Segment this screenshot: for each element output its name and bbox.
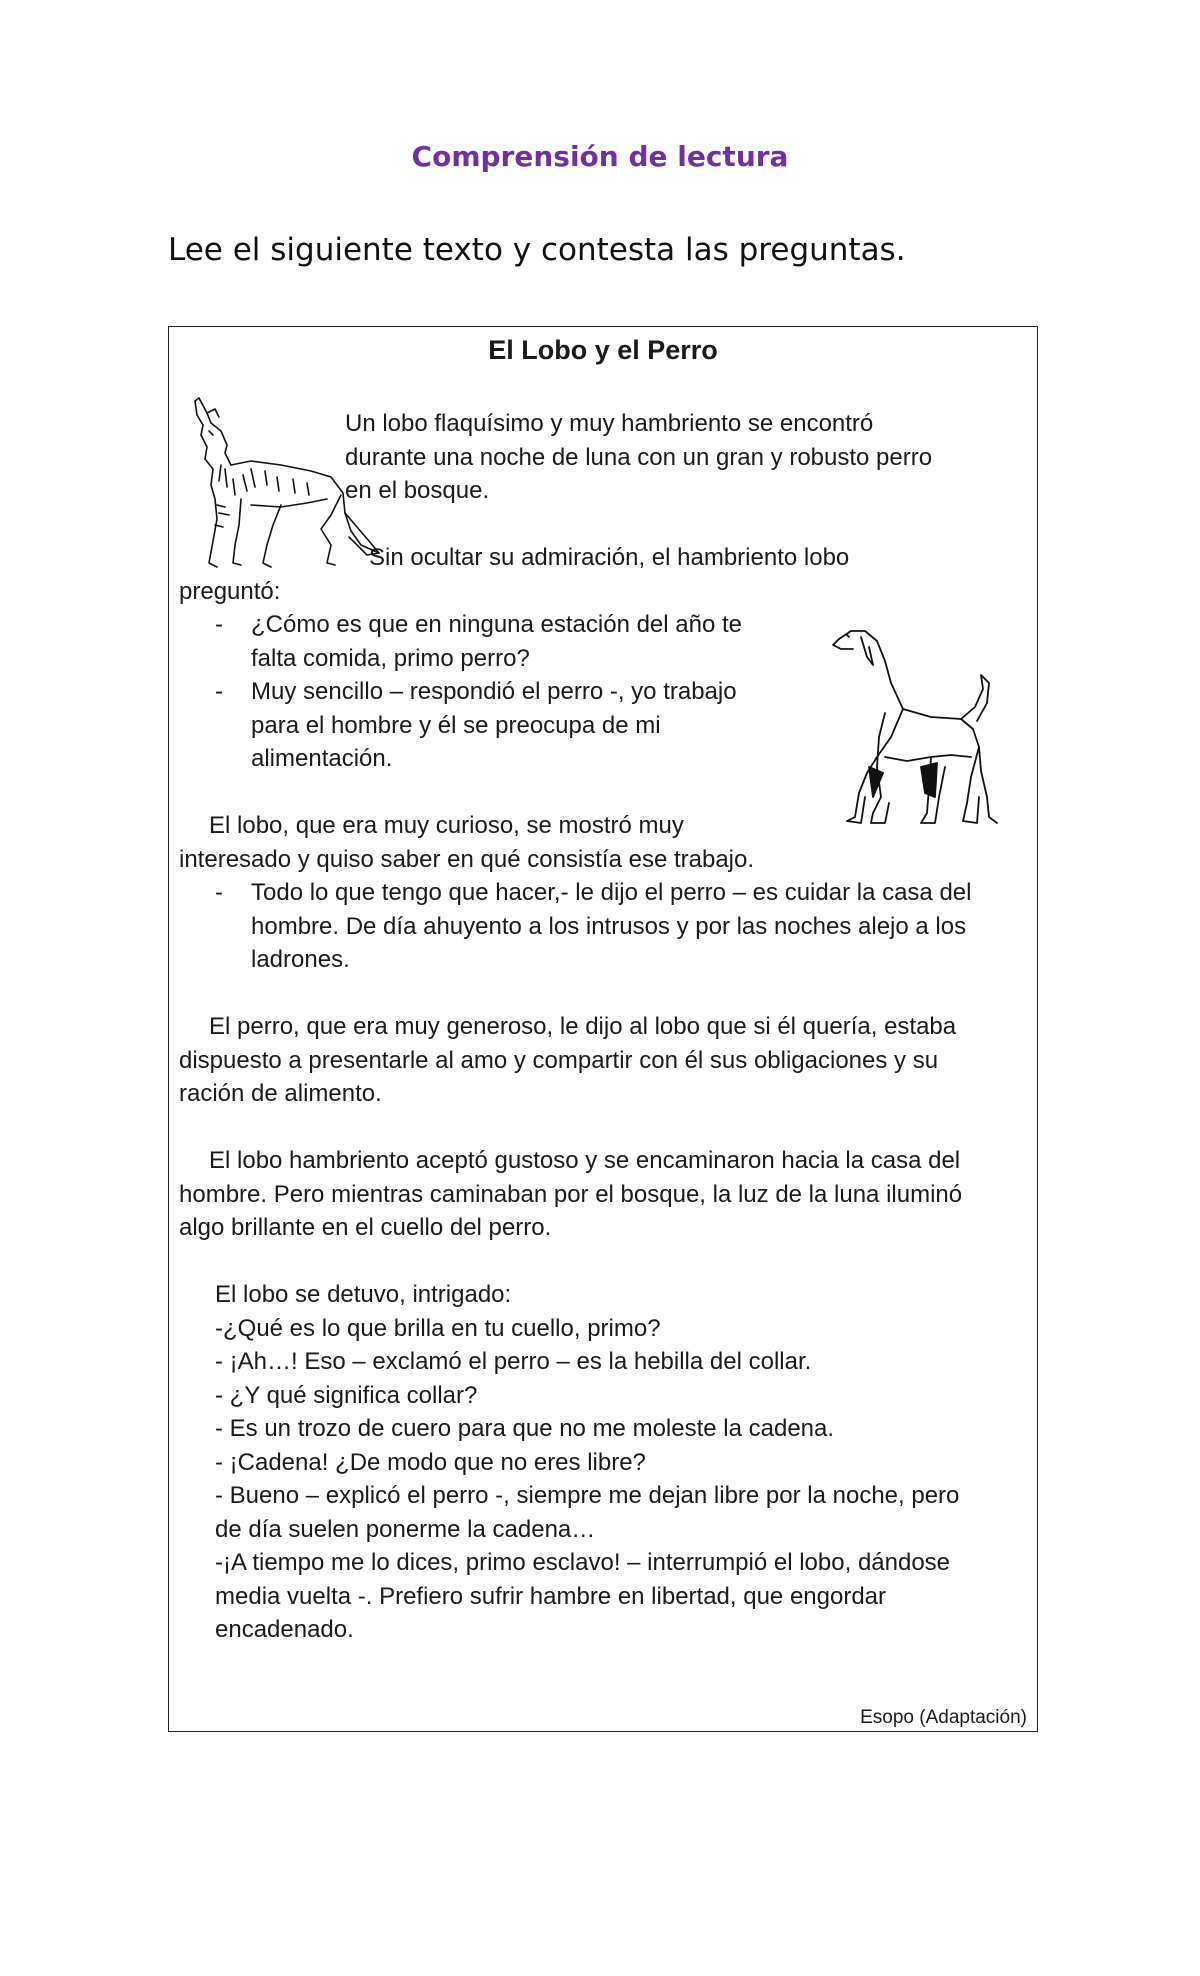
story-text-line: de día suelen ponerme la cadena… — [215, 1515, 596, 1543]
dialog-dash: - — [215, 879, 223, 906]
story-text-line: - Bueno – explicó el perro -, siempre me dejan libre por la noche, pero — [215, 1482, 960, 1509]
story-text-line: - Es un trozo de cuero para que no me moleste la cadena. — [215, 1415, 835, 1442]
story-text-line: en el bosque. — [345, 477, 490, 504]
story-text-line: Muy sencillo – respondió el perro -, yo trabajo — [251, 678, 737, 705]
story-text-line: Un lobo flaquísimo y muy hambriento se encontró — [345, 410, 874, 437]
story-text-line: falta comida, primo perro? — [251, 644, 530, 672]
story-credit: Esopo (Adaptación) — [860, 1707, 1027, 1728]
story-text-line: Sin ocultar su admiración, el hambriento lobo — [369, 544, 850, 571]
dialog-dash: - — [215, 611, 223, 638]
story-text-line: - ¡Ah…! Eso – exclamó el perro – es la hebilla del collar. — [215, 1348, 812, 1375]
story-text-line: ¿Cómo es que en ninguna estación del año te — [251, 611, 743, 638]
story-text-line: hombre. De día ahuyento a los intrusos y por las noches alejo a los — [251, 912, 967, 940]
story-text-line: durante una noche de luna con un gran y robusto perro — [345, 443, 933, 471]
story-text-line: - ¡Cadena! ¿De modo que no eres libre? — [215, 1448, 646, 1476]
story-text-line: hombre. Pero mientras caminaban por el bosque, la luz de la luna iluminó — [179, 1180, 963, 1208]
story-text-line: dispuesto a presentarle al amo y compartir con él sus obligaciones y su — [179, 1046, 939, 1074]
story-text-line: encadenado. — [215, 1616, 354, 1643]
story-text-line: ración de alimento. — [179, 1080, 382, 1107]
story-text-line: El lobo hambriento aceptó gustoso y se encaminaron hacia la casa del — [209, 1147, 961, 1174]
instructions: Lee el siguiente texto y contesta las preguntas. — [168, 232, 906, 268]
story-text-line: para el hombre y él se preocupa de mi — [251, 711, 661, 739]
story-text-line: -¿Qué es lo que brilla en tu cuello, primo? — [215, 1314, 661, 1342]
story-title: El Lobo y el Perro — [488, 335, 718, 365]
story-text-line: Todo lo que tengo que hacer,- le dijo el perro – es cuidar la casa del — [251, 879, 972, 906]
dog-illustration — [811, 617, 1007, 845]
story-text-line: - ¿Y qué significa collar? — [215, 1381, 478, 1409]
story-text-line: algo brillante en el cuello del perro. — [179, 1214, 552, 1241]
dialog-dash: - — [215, 678, 223, 705]
story-text-line: preguntó: — [179, 577, 281, 605]
story-text-line: interesado y quiso saber en qué consistía ese trabajo. — [179, 845, 755, 873]
story-text-line: alimentación. — [251, 745, 393, 772]
story-text-line: -¡A tiempo me lo dices, primo esclavo! – interrumpió el lobo, dándose — [215, 1549, 951, 1576]
story-text-line: media vuelta -. Prefiero sufrir hambre en libertad, que engordar — [215, 1582, 887, 1610]
page-title: Comprensión de lectura — [411, 140, 789, 173]
story-text-line: El lobo, que era muy curioso, se mostró muy — [209, 812, 684, 839]
story-box — [168, 326, 1038, 1732]
story-text-line: El perro, que era muy generoso, le dijo al lobo que si él quería, estaba — [209, 1013, 957, 1040]
story-text-line: ladrones. — [251, 946, 350, 973]
story-text-line: El lobo se detuvo, intrigado: — [215, 1281, 512, 1308]
